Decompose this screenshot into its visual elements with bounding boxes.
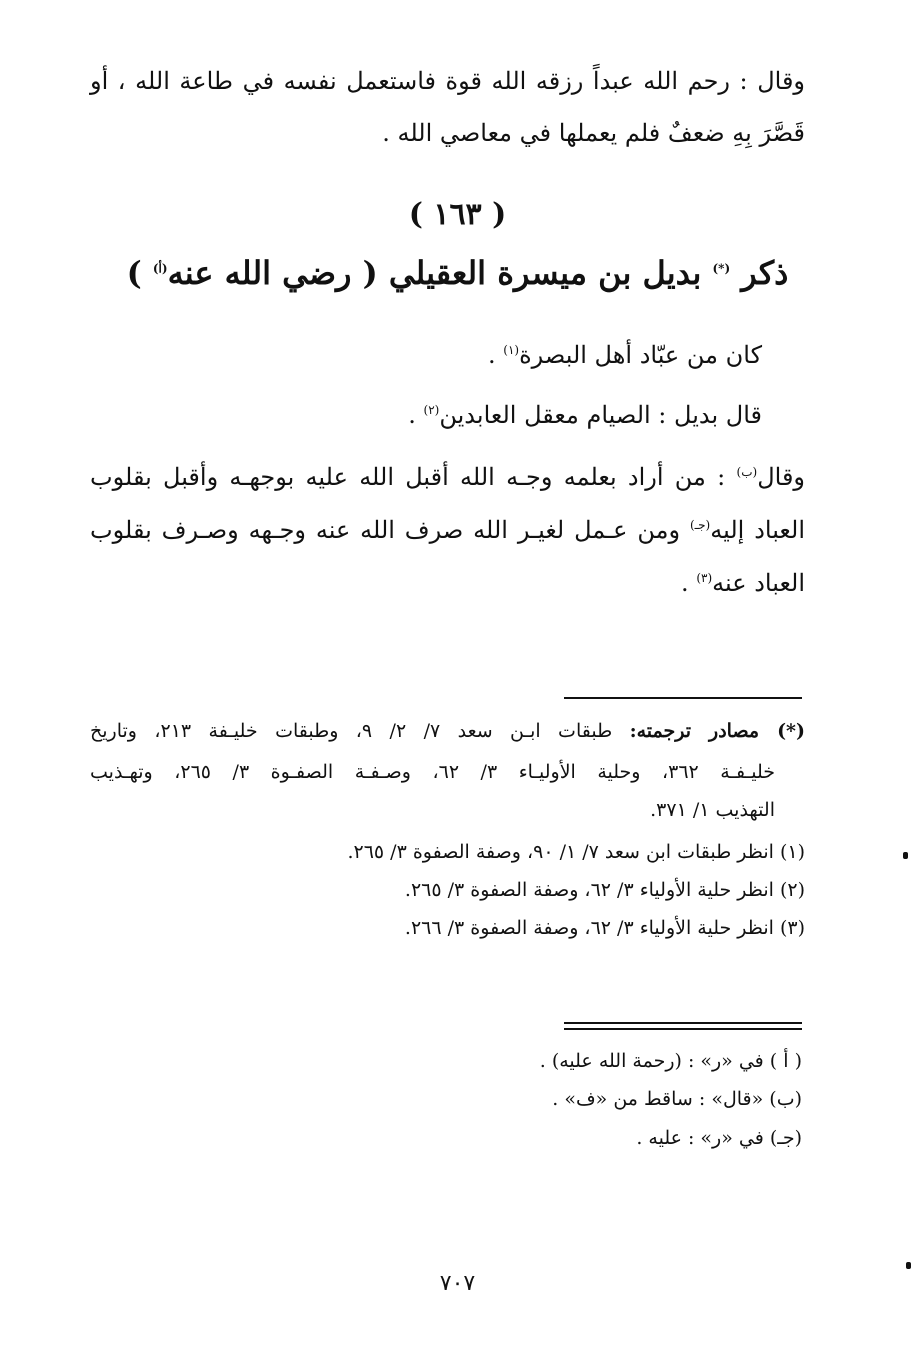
- paragraph-1-ref: (١): [503, 343, 520, 357]
- footnote-2: (٢) انظر حلية الأولياء ٣/ ٦٢، وصفة الصفوة ٣/ ٢٦٥.: [404, 879, 805, 901]
- variants-rule-top: [564, 1022, 802, 1024]
- section-title: [100, 254, 815, 292]
- scan-speck-1: [903, 852, 908, 859]
- footnote-star-text-1: طبقات ابـن سعد ٧/ ٢/ ٩، وطبقات خليـفة ٢١٣، وتاريخ: [90, 720, 630, 742]
- paragraph-3-line-1: [90, 460, 805, 494]
- p3-l1-ref: (ب): [736, 465, 758, 479]
- variant-c: (جـ) في «ر» : عليه .: [636, 1127, 802, 1149]
- paragraph-1-end: .: [487, 341, 504, 369]
- paragraph-2-text: قال بديل : الصيام معقل العابدين: [439, 401, 762, 429]
- p3-l1-b: : من أراد بعلمه وجـه الله أقبل الله عليه بوجهـه وأقبل بقلوب: [90, 463, 737, 491]
- paragraph-3-line-2: [90, 513, 805, 547]
- intro-line-1: وقال : رحم الله عبداً رزقه الله قوة فاستعمل نفسه في طاعة الله ، أو: [90, 67, 805, 95]
- footnote-rule: [564, 697, 802, 699]
- title-close: ): [126, 254, 142, 292]
- page-number: ٧٠٧: [439, 1271, 476, 1296]
- p3-l3-b: .: [681, 569, 697, 597]
- paragraph-1: [488, 338, 762, 372]
- section-number: ( ١٦٣ ): [408, 197, 507, 232]
- footnote-3: (٣) انظر حلية الأولياء ٣/ ٦٢، وصفة الصفوة ٣/ ٢٦٦.: [404, 917, 805, 939]
- p3-l2-ref: (جـ): [689, 518, 711, 532]
- footnote-star-line-1: [90, 716, 805, 746]
- p3-l3-ref: (٣): [696, 571, 713, 585]
- title-variant-ref: (أ): [152, 261, 168, 276]
- footnote-star-line-2: خليـفـة ٣٦٢، وحلية الأوليـاء ٣/ ٦٢، وصـفـة الصفـوة ٣/ ٢٦٥، وتهـذيب: [90, 761, 775, 783]
- paragraph-2-end: .: [408, 401, 424, 429]
- footnote-1: (١) انظر طبقات ابن سعد ٧/ ١/ ٩٠، وصفة الصفوة ٣/ ٢٦٥.: [347, 841, 805, 863]
- title-star-ref: (*): [712, 261, 731, 276]
- p3-l2-a: العباد إليه: [710, 516, 805, 544]
- title-name: بديل بن ميسرة العقيلي ( رضي الله عنه: [167, 254, 702, 292]
- variant-b: (ب) «قال» : ساقط من «ف» .: [552, 1088, 802, 1110]
- paragraph-3-line-3: [681, 566, 805, 600]
- intro-line-2: قَصَّرَ بِهِ ضعفٌ فلم يعملها في معاصي الله .: [382, 119, 805, 147]
- p3-l2-b: ومن عـمل لغيـر الله صرف الله عنه وجـهه وصـرف بقلوب: [90, 516, 690, 544]
- paragraph-1-text: كان من عبّاد أهل البصرة: [519, 341, 762, 369]
- footnote-star-lead: (*) مصادر ترجمته:: [629, 720, 805, 742]
- footnote-star-line-3: التهذيب ١/ ٣٧١.: [650, 799, 775, 821]
- p3-l3-a: العباد عنه: [712, 569, 805, 597]
- paragraph-2: [408, 398, 762, 432]
- variants-rule-bottom: [564, 1028, 802, 1030]
- p3-l1-a: وقال: [757, 463, 805, 491]
- variant-a: ( أ ) في «ر» : (رحمة الله عليه) .: [539, 1050, 802, 1072]
- title-main: ذكر: [741, 254, 789, 292]
- paragraph-2-ref: (٢): [423, 403, 440, 417]
- scan-speck-2: [906, 1262, 911, 1269]
